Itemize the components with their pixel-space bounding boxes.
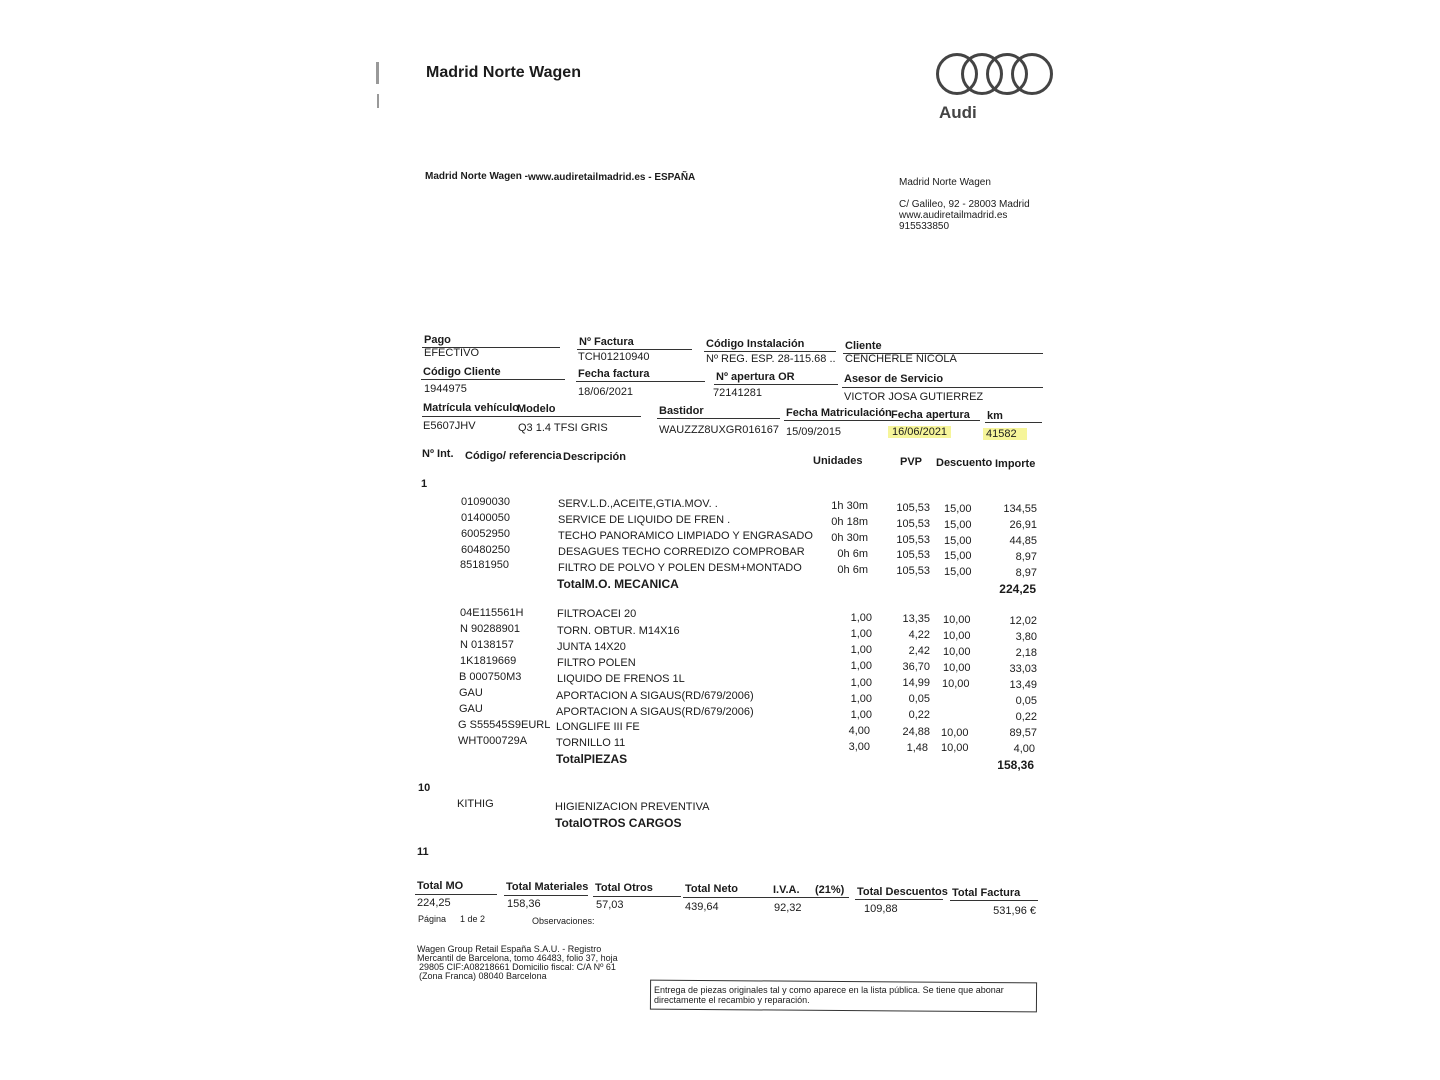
address-phone: 915533850 bbox=[899, 221, 950, 232]
item-amount: 44,85 bbox=[1009, 535, 1037, 547]
asesor-value: VICTOR JOSA GUTIERREZ bbox=[844, 391, 984, 403]
bastidor-value: WAUZZZ8UXGR016167 bbox=[659, 424, 780, 436]
item-code: 60480250 bbox=[461, 544, 510, 556]
total-materiales-label: Total Materiales bbox=[506, 881, 589, 893]
notice-line: Entrega de piezas originales tal y como aparece en la lista pública. Se tiene que abonar bbox=[654, 985, 1004, 995]
item-disc: 10,00 bbox=[943, 646, 971, 658]
item-units: 1,00 bbox=[850, 709, 872, 721]
apertura-or-value: 72141281 bbox=[713, 387, 762, 399]
item-pvp: 4,22 bbox=[908, 629, 930, 641]
modelo-value: Q3 1.4 TFSI GRIS bbox=[518, 422, 608, 434]
company-title: Madrid Norte Wagen bbox=[426, 64, 581, 81]
instalacion-value: Nº REG. ESP. 28-115.68 .. bbox=[706, 353, 836, 365]
total-factura-label: Total Factura bbox=[952, 887, 1021, 899]
field-rule bbox=[704, 351, 836, 352]
item-units: 4,00 bbox=[848, 725, 870, 737]
item-units: 3,00 bbox=[848, 741, 870, 753]
item-code: 1K1819669 bbox=[460, 655, 517, 667]
fecha-apertura-value: 16/06/2021 bbox=[888, 426, 951, 438]
item-amount: 4,00 bbox=[1013, 743, 1035, 755]
item-pvp: 0,22 bbox=[908, 709, 930, 721]
section-total-label: TotalPIEZAS bbox=[556, 752, 628, 766]
section-total-label: TotalM.O. MECANICA bbox=[557, 577, 679, 591]
item-amount: 13,49 bbox=[1009, 679, 1037, 691]
item-desc: APORTACION A SIGAUS(RD/679/2006) bbox=[556, 706, 754, 718]
col-descuento: Descuento bbox=[936, 457, 993, 469]
item-amount: 89,57 bbox=[1009, 727, 1037, 739]
item-amount: 26,91 bbox=[1009, 519, 1037, 531]
field-rule bbox=[657, 418, 780, 419]
scan-mark bbox=[376, 62, 379, 84]
section-number: 11 bbox=[417, 846, 429, 858]
item-pvp: 105,53 bbox=[896, 565, 930, 577]
item-pvp: 105,53 bbox=[896, 502, 930, 514]
audi-ring bbox=[1011, 53, 1053, 95]
item-code: G S55545S9EURL bbox=[458, 719, 551, 731]
item-pvp: 105,53 bbox=[896, 518, 930, 530]
item-disc: 10,00 bbox=[941, 742, 969, 754]
field-rule bbox=[855, 899, 943, 900]
item-code: 01400050 bbox=[461, 512, 510, 524]
modelo-label: Modelo bbox=[517, 403, 556, 415]
section-number: 10 bbox=[418, 782, 431, 794]
total-neto-label: Total Neto bbox=[685, 883, 738, 895]
fecha-matriculacion-label: Fecha Matriculación bbox=[786, 407, 892, 419]
codigo-cliente-value: 1944975 bbox=[424, 383, 467, 395]
section-total-value: 224,25 bbox=[999, 582, 1036, 596]
item-disc: 15,00 bbox=[944, 566, 972, 578]
fecha-factura-label: Fecha factura bbox=[578, 368, 650, 380]
item-disc: 10,00 bbox=[943, 614, 971, 626]
item-desc: APORTACION A SIGAUS(RD/679/2006) bbox=[556, 690, 754, 702]
field-rule bbox=[504, 895, 588, 896]
item-pvp: 1,48 bbox=[906, 742, 928, 754]
matricula-value: E5607JHV bbox=[423, 420, 476, 432]
cliente-value: CENCHERLE NICOLA bbox=[845, 353, 957, 365]
field-rule bbox=[950, 900, 1038, 901]
audi-logo bbox=[936, 53, 1056, 97]
bastidor-label: Bastidor bbox=[659, 405, 704, 417]
notice-line: directamente el recambio y reparación. bbox=[654, 995, 810, 1005]
page-label: Página bbox=[418, 914, 447, 924]
matricula-label: Matrícula vehículo bbox=[423, 402, 519, 414]
item-desc: HIGIENIZACION PREVENTIVA bbox=[555, 801, 710, 813]
field-rule bbox=[985, 422, 1042, 423]
apertura-or-label: Nº apertura OR bbox=[716, 371, 795, 383]
address-street: C/ Galileo, 92 - 28003 Madrid bbox=[899, 199, 1030, 210]
total-factura-value: 531,96 € bbox=[993, 905, 1036, 917]
field-rule bbox=[421, 379, 565, 380]
item-units: 1,00 bbox=[850, 644, 872, 656]
item-pvp: 0,05 bbox=[908, 693, 930, 705]
pago-value: EFECTIVO bbox=[424, 347, 480, 359]
col-n-int: Nº Int. bbox=[422, 448, 454, 460]
item-pvp: 24,88 bbox=[902, 726, 930, 738]
address-name: Madrid Norte Wagen bbox=[899, 177, 991, 188]
item-units: 1,00 bbox=[850, 693, 872, 705]
item-amount: 134,55 bbox=[1003, 503, 1037, 515]
item-desc: JUNTA 14X20 bbox=[557, 641, 626, 653]
section-total-label: TotalOTROS CARGOS bbox=[555, 816, 682, 830]
brand-name: Audi bbox=[939, 103, 977, 122]
col-pvp: PVP bbox=[900, 456, 923, 468]
field-rule bbox=[784, 420, 980, 421]
total-descuentos-value: 109,88 bbox=[864, 903, 898, 915]
item-desc: DESAGUES TECHO CORREDIZO COMPROBAR bbox=[558, 546, 805, 558]
scan-mark bbox=[377, 94, 379, 108]
legal-line: 29805 CIF:A08218661 Domicilio fiscal: C/A Nº 61 bbox=[419, 962, 616, 972]
col-unidades: Unidades bbox=[813, 455, 863, 467]
item-code: 85181950 bbox=[460, 559, 509, 571]
item-desc: TORNILLO 11 bbox=[556, 737, 626, 749]
fecha-apertura-label: Fecha apertura bbox=[891, 409, 970, 421]
col-descripcion: Descripción bbox=[563, 451, 626, 463]
item-amount: 33,03 bbox=[1009, 663, 1037, 675]
item-disc: 10,00 bbox=[941, 727, 969, 739]
item-units: 1,00 bbox=[850, 628, 872, 640]
km-value: 41582 bbox=[983, 428, 1027, 440]
item-units: 1h 30m bbox=[831, 500, 868, 512]
item-code: KITHIG bbox=[457, 798, 494, 810]
item-disc: 10,00 bbox=[943, 662, 971, 674]
legal-line: Mercantil de Barcelona, tomo 46483, folio 37, hoja bbox=[417, 953, 618, 963]
item-units: 0h 30m bbox=[831, 532, 868, 544]
item-desc: LIQUIDO DE FRENOS 1L bbox=[557, 673, 685, 685]
field-rule bbox=[714, 384, 838, 385]
item-code: N 0138157 bbox=[460, 639, 514, 651]
item-disc: 10,00 bbox=[942, 678, 970, 690]
total-neto-value: 439,64 bbox=[685, 901, 719, 913]
iva-value: 92,32 bbox=[774, 902, 802, 914]
codigo-cliente-label: Código Cliente bbox=[423, 366, 501, 378]
item-units: 1,00 bbox=[850, 660, 872, 672]
field-rule bbox=[842, 387, 1043, 388]
item-desc: FILTRO POLEN bbox=[557, 657, 636, 669]
iva-rate: (21%) bbox=[815, 884, 845, 896]
item-code: WHT000729A bbox=[458, 735, 528, 747]
sender-web: www.audiretailmadrid.es - ESPAÑA bbox=[528, 172, 696, 183]
item-desc: FILTRO DE POLVO Y POLEN DESM+MONTADO bbox=[558, 562, 802, 574]
item-desc: SERV.L.D.,ACEITE,GTIA.MOV. . bbox=[558, 498, 718, 510]
field-rule bbox=[576, 381, 705, 382]
iva-label: I.V.A. bbox=[773, 884, 800, 896]
address-web: www.audiretailmadrid.es bbox=[899, 210, 1008, 221]
field-rule bbox=[422, 416, 641, 417]
item-code: GAU bbox=[459, 687, 483, 699]
item-amount: 3,80 bbox=[1015, 631, 1037, 643]
item-amount: 12,02 bbox=[1009, 615, 1037, 627]
item-amount: 2,18 bbox=[1015, 647, 1037, 659]
item-desc: FILTROACEI 20 bbox=[557, 608, 637, 620]
item-disc: 15,00 bbox=[944, 550, 972, 562]
item-desc: TORN. OBTUR. M14X16 bbox=[557, 625, 680, 637]
legal-line: (Zona Franca) 08040 Barcelona bbox=[419, 971, 547, 981]
item-units: 0h 6m bbox=[837, 548, 868, 560]
item-units: 1,00 bbox=[850, 612, 872, 624]
item-code: 04E115561H bbox=[460, 607, 524, 619]
item-code: N 90288901 bbox=[460, 623, 520, 635]
item-desc: TECHO PANORAMICO LIMPIADO Y ENGRASADO bbox=[558, 530, 813, 542]
item-code: GAU bbox=[459, 703, 483, 715]
item-units: 1,00 bbox=[850, 677, 872, 689]
col-importe: Importe bbox=[995, 458, 1036, 470]
fecha-factura-value: 18/06/2021 bbox=[578, 386, 634, 398]
factura-label: Nº Factura bbox=[579, 336, 634, 348]
instalacion-label: Código Instalación bbox=[706, 338, 805, 350]
section-total-value: 158,36 bbox=[997, 758, 1034, 772]
item-amount: 8,97 bbox=[1015, 567, 1037, 579]
cliente-label: Cliente bbox=[845, 340, 882, 352]
item-disc: 15,00 bbox=[944, 519, 972, 531]
item-units: 0h 6m bbox=[837, 564, 868, 576]
sender-name: Madrid Norte Wagen - bbox=[425, 171, 528, 182]
item-amount: 8,97 bbox=[1015, 551, 1037, 563]
factura-value: TCH01210940 bbox=[578, 351, 650, 363]
field-rule bbox=[683, 897, 849, 898]
item-pvp: 14,99 bbox=[902, 677, 930, 689]
item-desc: LONGLIFE III FE bbox=[556, 721, 640, 733]
item-disc: 10,00 bbox=[943, 630, 971, 642]
asesor-label: Asesor de Servicio bbox=[844, 373, 944, 385]
field-rule bbox=[593, 896, 681, 897]
col-codigo: Código/ referencia bbox=[465, 450, 562, 462]
fecha-matriculacion-value: 15/09/2015 bbox=[786, 426, 842, 438]
item-amount: 0,22 bbox=[1015, 711, 1037, 723]
item-units: 0h 18m bbox=[831, 516, 868, 528]
item-pvp: 105,53 bbox=[896, 534, 930, 546]
item-pvp: 2,42 bbox=[908, 645, 930, 657]
total-materiales-value: 158,36 bbox=[507, 898, 541, 910]
legal-line: Wagen Group Retail España S.A.U. - Registro bbox=[417, 944, 602, 954]
page-value: 1 de 2 bbox=[460, 914, 486, 924]
item-pvp: 13,35 bbox=[902, 613, 930, 625]
field-rule bbox=[577, 349, 692, 350]
km-label: km bbox=[987, 410, 1003, 422]
total-otros-label: Total Otros bbox=[595, 882, 653, 894]
item-disc: 15,00 bbox=[944, 503, 972, 515]
item-code: 60052950 bbox=[461, 528, 510, 540]
observaciones-label: Observaciones: bbox=[532, 916, 595, 926]
item-pvp: 36,70 bbox=[902, 661, 930, 673]
item-amount: 0,05 bbox=[1015, 695, 1037, 707]
item-desc: SERVICE DE LIQUIDO DE FREN . bbox=[558, 514, 731, 526]
item-code: 01090030 bbox=[461, 496, 510, 508]
section-number: 1 bbox=[421, 478, 428, 490]
item-disc: 15,00 bbox=[944, 535, 972, 547]
item-code: B 000750M3 bbox=[459, 671, 522, 683]
item-pvp: 105,53 bbox=[896, 549, 930, 561]
field-rule bbox=[415, 894, 497, 895]
total-otros-value: 57,03 bbox=[596, 899, 624, 911]
total-mo-value: 224,25 bbox=[417, 897, 451, 909]
total-descuentos-label: Total Descuentos bbox=[857, 886, 948, 898]
total-mo-label: Total MO bbox=[417, 880, 464, 892]
pago-label: Pago bbox=[424, 334, 451, 346]
